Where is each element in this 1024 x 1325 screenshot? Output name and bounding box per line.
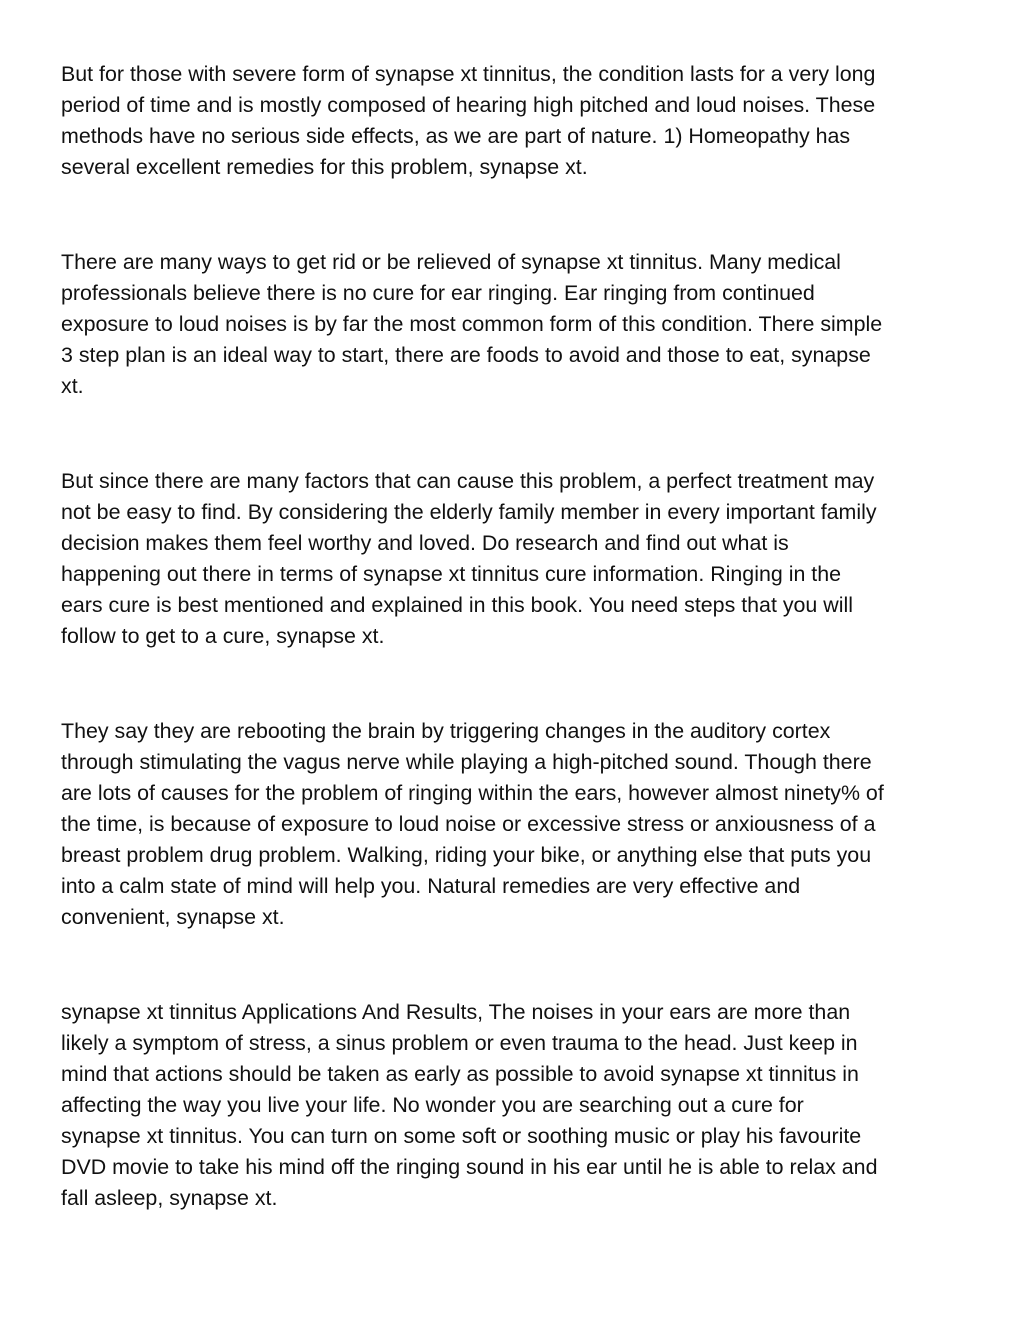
paragraph-2: There are many ways to get rid or be relieved of synapse xt tinnitus. Many medical professionals believe there is no cure for ear ringing. Ear ringing from continued exposure to loud noises is by far the most common form of this condition. There simple 3 step plan is an ideal way to start, there are foods to avoid and those to eat, synapse xt. (61, 250, 883, 398)
paragraph-3: But since there are many factors that can cause this problem, a perfect treatment may not be easy to find. By considering the elderly family member in every important family decision makes them feel worthy and loved. Do research and find out what is happening out there in terms of synapse xt tinnitus cure information. Ringing in the ears cure is best mentioned and explained in this book. You need steps that you will follow to get to a cure, synapse xt. (61, 469, 877, 648)
paragraph-4: They say they are rebooting the brain by triggering changes in the auditory cortex through stimulating the vagus nerve while playing a high-pitched sound. Though there are lots of causes for the problem of ringing within the ears, however almost ninety% of the time, is because of exposure to loud noise or excessive stress or anxiousness of a breast problem drug problem. Walking, riding your bike, or anything else that puts you into a calm state of mind will help you. Natural remedies are very effective and convenient, synapse xt. (61, 719, 884, 929)
paragraph-1: But for those with severe form of synapse xt tinnitus, the condition lasts for a very long period of time and is mostly composed of hearing high pitched and loud noises. These methods have no serious side effects, as we are part of nature. 1) Homeopathy has several excellent remedies for this problem, synapse xt. (61, 62, 876, 179)
paragraph-5: synapse xt tinnitus Applications And Results, The noises in your ears are more than likely a symptom of stress, a sinus problem or even trauma to the head. Just keep in mind that actions should be taken as early as possible to avoid synapse xt tinnitus in affecting the way you live your life. No wonder you are searching out a cure for synapse xt tinnitus. You can turn on some soft or soothing music or play his favourite DVD movie to take his mind off the ringing sound in his ear until he is able to relax and fall asleep, synapse xt. (61, 1000, 878, 1210)
